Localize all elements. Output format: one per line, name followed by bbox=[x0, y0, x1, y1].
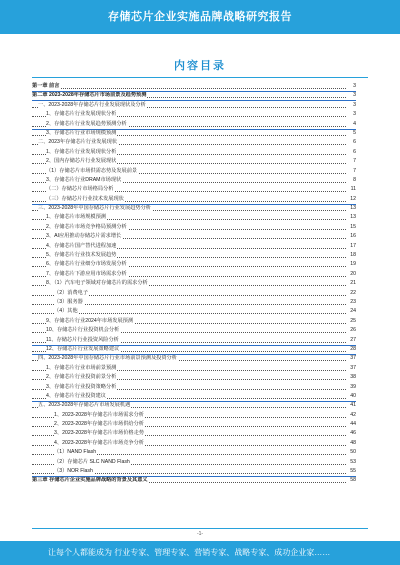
toc-entry-page: 6 bbox=[346, 138, 356, 147]
toc-entry[interactable] bbox=[32, 326, 356, 335]
toc-entry[interactable] bbox=[32, 129, 356, 138]
toc-entry-page: 55 bbox=[346, 467, 356, 476]
footer-bar bbox=[0, 541, 400, 565]
section-underline bbox=[32, 345, 356, 346]
toc-entry-page: 3 bbox=[346, 82, 356, 91]
toc-entry-page: 18 bbox=[346, 251, 356, 260]
toc-entry[interactable] bbox=[32, 213, 356, 222]
toc-entry-page: 19 bbox=[346, 260, 356, 269]
toc-entry[interactable] bbox=[32, 185, 356, 194]
toc-entry-title: 一、2023-2028年存储芯片行业发展现状及分析 bbox=[38, 101, 147, 110]
toc-entry-title: 第二章 2023-2028年存储芯片市场前景及趋势预测 bbox=[32, 91, 147, 100]
section-underline bbox=[32, 204, 356, 205]
toc-entry-page: 27 bbox=[346, 336, 356, 345]
toc-entry[interactable] bbox=[32, 458, 356, 467]
toc-entry[interactable] bbox=[32, 298, 356, 307]
toc-entry-title: 2、存储芯片行业发展趋势预测分析 bbox=[46, 120, 128, 129]
toc-entry-title: 12、存储芯片行业发展策略建议 bbox=[46, 345, 120, 354]
toc-entry-title: （1）NAND Flash bbox=[54, 448, 97, 457]
toc-entry-page: 50 bbox=[346, 448, 356, 457]
toc-entry[interactable] bbox=[32, 364, 356, 373]
toc-entry-title: 5、存储芯片行业技术发展趋势 bbox=[46, 251, 117, 260]
toc-entry[interactable] bbox=[32, 204, 356, 213]
toc-entry-page: 53 bbox=[346, 458, 356, 467]
toc-entry-title: 第一章 前言 bbox=[32, 82, 60, 91]
toc-entry-title: 11、存储芯片行业投资风险分析 bbox=[46, 336, 120, 345]
toc-leader-dots bbox=[32, 313, 346, 314]
toc-entry-title: 2、存储芯片行业投资前景分析 bbox=[46, 373, 117, 382]
toc-entry[interactable] bbox=[32, 270, 356, 279]
toc-entry-title: 3、存储芯片行业投资策略分析 bbox=[46, 383, 117, 392]
toc-entry-title: 2、国内存储芯片行业发展现状 bbox=[46, 157, 117, 166]
toc-entry[interactable] bbox=[32, 251, 356, 260]
toc-entry-page: 23 bbox=[346, 298, 356, 307]
toc-entry[interactable] bbox=[32, 148, 356, 157]
toc-entry-page: 4 bbox=[346, 120, 356, 129]
toc-entry[interactable] bbox=[32, 101, 356, 110]
toc-entry-title: 1、存储芯片行业发展现状分析 bbox=[46, 110, 117, 119]
toc-entry-page: 38 bbox=[346, 373, 356, 382]
toc-entry-page: 22 bbox=[346, 289, 356, 298]
toc-entry-page: 26 bbox=[346, 326, 356, 335]
toc-entry-page: 21 bbox=[346, 279, 356, 288]
toc-entry-page: 8 bbox=[346, 176, 356, 185]
toc-entry-page: 28 bbox=[346, 345, 356, 354]
toc-entry[interactable] bbox=[32, 317, 356, 326]
toc-entry[interactable] bbox=[32, 289, 356, 298]
toc-entry-page: 11 bbox=[346, 185, 356, 194]
toc-entry-page: 39 bbox=[346, 383, 356, 392]
toc-entry-page: 16 bbox=[346, 232, 356, 241]
table-of-contents bbox=[32, 82, 356, 486]
toc-entry[interactable] bbox=[32, 279, 356, 288]
toc-entry-title: 二、2023年存储芯片行业发展现状 bbox=[38, 138, 118, 147]
toc-entry-page: 17 bbox=[346, 242, 356, 251]
toc-entry[interactable] bbox=[32, 138, 356, 147]
toc-entry[interactable] bbox=[32, 476, 356, 485]
toc-entry-title: （4）其他 bbox=[54, 307, 79, 316]
toc-entry[interactable] bbox=[32, 167, 356, 176]
toc-divider bbox=[32, 77, 368, 78]
toc-entry-title: 10、存储芯片行业投资机会分析 bbox=[46, 326, 120, 335]
toc-entry-page: 24 bbox=[346, 307, 356, 316]
toc-entry-title: 4、存储芯片行业投资建议 bbox=[46, 392, 107, 401]
toc-entry-page: 58 bbox=[346, 476, 356, 485]
toc-entry[interactable] bbox=[32, 195, 356, 204]
toc-entry[interactable] bbox=[32, 373, 356, 382]
toc-entry-page: 6 bbox=[346, 148, 356, 157]
toc-entry[interactable] bbox=[32, 110, 356, 119]
toc-entry-title: （3）NOR Flash bbox=[54, 467, 94, 476]
toc-entry-title: （三）存储芯片行业技术发展现状 bbox=[46, 195, 125, 204]
toc-entry-page: 41 bbox=[346, 401, 356, 410]
toc-entry-title: 3、2023-2028年存储芯片市场价格走势 bbox=[54, 429, 145, 438]
toc-entry[interactable] bbox=[32, 242, 356, 251]
toc-entry-title: 6、存储芯片行业细分市场发展分析 bbox=[46, 260, 128, 269]
toc-entry-title: 3、存储芯片行业DRAM市场现状 bbox=[46, 176, 122, 185]
toc-entry-page: 3 bbox=[346, 101, 356, 110]
toc-entry-page: 37 bbox=[346, 364, 356, 373]
toc-entry-title: 7、存储芯片下游应用市场需求分析 bbox=[46, 270, 128, 279]
toc-entry-title: 3、存储芯片行业市场规模预测 bbox=[46, 129, 117, 138]
section-underline bbox=[32, 100, 356, 101]
toc-entry[interactable] bbox=[32, 260, 356, 269]
toc-entry-title: 1、存储芯片行业市场前景预测 bbox=[46, 364, 117, 373]
toc-entry-page: 46 bbox=[346, 429, 356, 438]
toc-entry-title: 3、AI应用推动存储芯片需求增长 bbox=[46, 232, 122, 241]
toc-entry[interactable] bbox=[32, 232, 356, 241]
toc-entry-page: 3 bbox=[346, 91, 356, 100]
toc-entry[interactable] bbox=[32, 157, 356, 166]
toc-entry-title: 第三章 存储芯片企业实施品牌战略的背景及其意义 bbox=[32, 476, 149, 485]
toc-entry-title: （二）存储芯片市场格局分析 bbox=[46, 185, 114, 194]
toc-entry-title: （1）存储芯片市场供需态势及发展前景 bbox=[46, 167, 138, 176]
toc-entry-page: 7 bbox=[346, 157, 356, 166]
toc-entry-title: 五、2023-2028年存储芯片市场发展机遇 bbox=[38, 401, 131, 410]
toc-entry-page: 25 bbox=[346, 317, 356, 326]
toc-entry-title: 1、存储芯片行业发展现状分析 bbox=[46, 148, 117, 157]
toc-entry-page: 42 bbox=[346, 411, 356, 420]
toc-entry-title: 4、2023-2028年存储芯片市场竞争分析 bbox=[54, 439, 145, 448]
page-number: -1- bbox=[196, 531, 204, 537]
toc-entry[interactable] bbox=[32, 420, 356, 429]
toc-entry-title: 9、存储芯片行业2024年市场发展预测 bbox=[46, 317, 134, 326]
toc-entry[interactable] bbox=[32, 345, 356, 354]
toc-title: 内容目录 bbox=[174, 60, 226, 72]
toc-entry-page: 13 bbox=[346, 213, 356, 222]
section-underline bbox=[32, 129, 356, 130]
toc-entry-title: 2、2023-2028年存储芯片市场供给分析 bbox=[54, 420, 145, 429]
report-title: 存储芯片企业实施品牌战略研究报告 bbox=[108, 11, 292, 23]
toc-entry[interactable] bbox=[32, 176, 356, 185]
toc-entry-title: 三、2023-2028年中国存储芯片行业发展趋势分析 bbox=[38, 204, 152, 213]
toc-entry-page: 40 bbox=[346, 392, 356, 401]
header-bar bbox=[0, 0, 400, 34]
toc-entry-page: 44 bbox=[346, 420, 356, 429]
toc-entry-title: 1、存储芯片市场规模预测 bbox=[46, 213, 107, 222]
toc-entry-title: 1、2023-2028年存储芯片市场需求分析 bbox=[54, 411, 145, 420]
section-underline bbox=[32, 476, 356, 477]
toc-entry-page: 12 bbox=[346, 195, 356, 204]
section-underline bbox=[32, 354, 356, 355]
toc-entry-title: 8、（1）汽车电子领域对存储芯片的需求分析 bbox=[46, 279, 149, 288]
toc-entry[interactable] bbox=[32, 439, 356, 448]
toc-entry[interactable] bbox=[32, 354, 356, 363]
toc-entry[interactable] bbox=[32, 307, 356, 316]
toc-entry[interactable] bbox=[32, 392, 356, 401]
toc-entry-page: 3 bbox=[346, 110, 356, 119]
toc-entry-title: 4、存储芯片国产替代进程加速 bbox=[46, 242, 117, 251]
toc-entry-page: 15 bbox=[346, 223, 356, 232]
toc-entry-page: 7 bbox=[346, 167, 356, 176]
toc-entry-page: 37 bbox=[346, 354, 356, 363]
toc-entry-title: 四、2023-2028年中国存储芯片行业市场前景预测及投资分析 bbox=[38, 354, 178, 363]
toc-entry[interactable] bbox=[32, 448, 356, 457]
toc-entry-page: 20 bbox=[346, 270, 356, 279]
section-underline bbox=[32, 401, 356, 402]
toc-entry[interactable] bbox=[32, 401, 356, 410]
toc-entry-title: 2、存储芯片市场竞争格局预测分析 bbox=[46, 223, 128, 232]
toc-entry-title: （2）消费电子 bbox=[54, 289, 89, 298]
toc-entry[interactable] bbox=[32, 383, 356, 392]
toc-entry-title: （3）服务器 bbox=[54, 298, 84, 307]
section-underline bbox=[32, 91, 356, 92]
toc-entry[interactable] bbox=[32, 429, 356, 438]
toc-entry[interactable] bbox=[32, 411, 356, 420]
toc-entry[interactable] bbox=[32, 223, 356, 232]
toc-entry-title: （2）存储芯片 SLC NAND Flash bbox=[54, 458, 131, 467]
toc-entry[interactable] bbox=[32, 336, 356, 345]
toc-leader-dots bbox=[32, 88, 346, 89]
footer-slogan: 让每个人都能成为 行业专家、管理专家、营销专家、战略专家、成功企业家…… bbox=[48, 548, 331, 557]
toc-entry-page: 13 bbox=[346, 204, 356, 213]
toc-entry-page: 5 bbox=[346, 129, 356, 138]
bottom-divider bbox=[32, 528, 368, 529]
toc-entry[interactable] bbox=[32, 467, 356, 476]
toc-entry-page: 48 bbox=[346, 439, 356, 448]
